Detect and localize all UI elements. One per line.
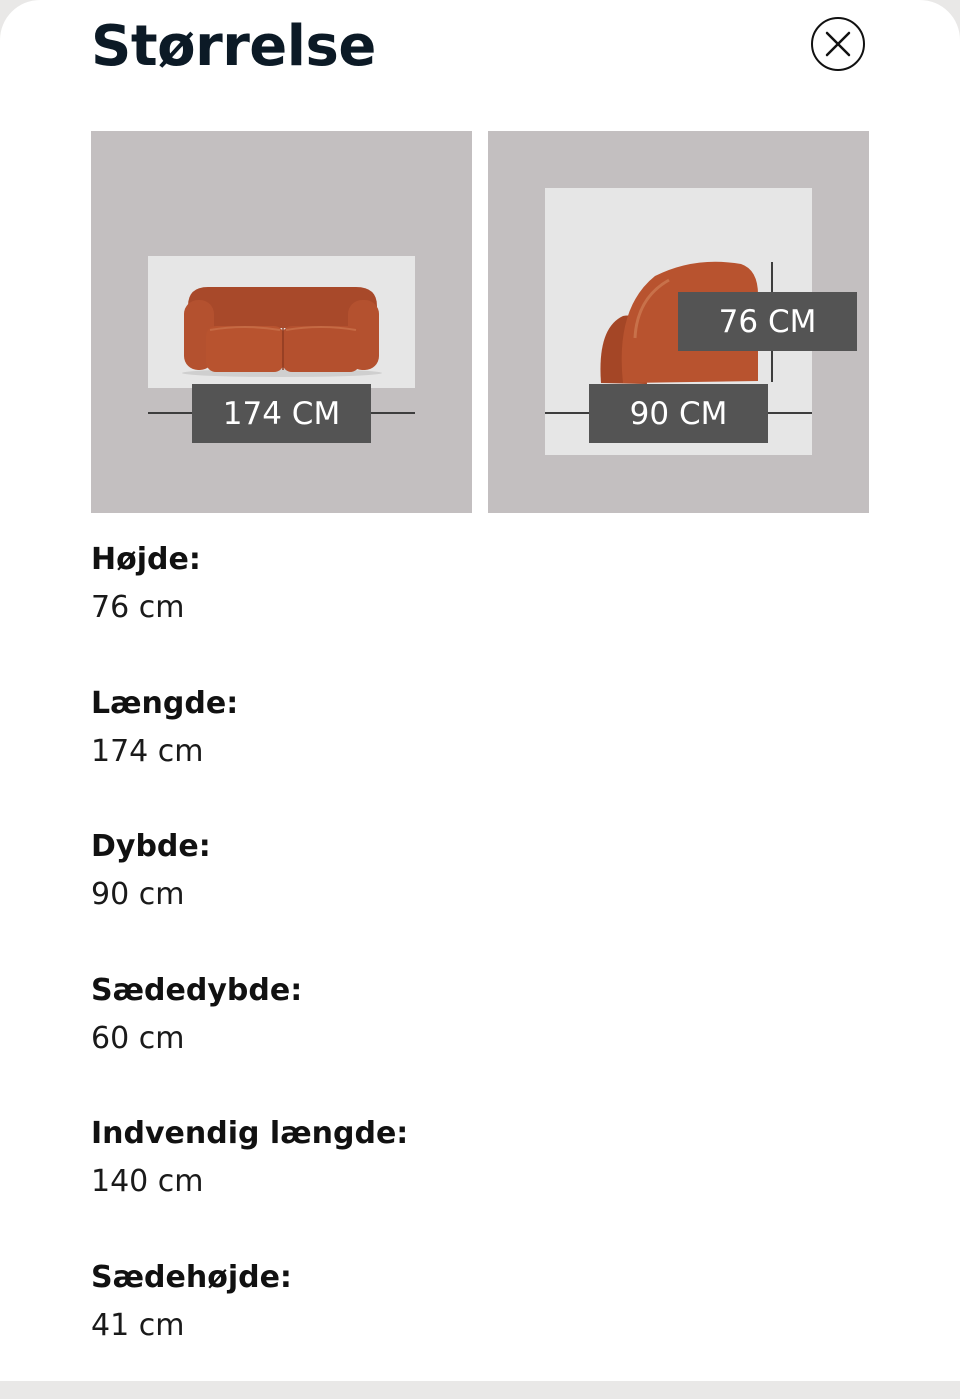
depth-dimension-line-right (767, 412, 812, 414)
spec-list (91, 538, 408, 1399)
spec-label: Længde: (91, 682, 408, 726)
spec-item-height (91, 538, 408, 682)
sofa-front-photo (148, 256, 415, 388)
spec-label: Sædedybde: (91, 969, 408, 1013)
spec-item-inner-length (91, 1112, 408, 1256)
depth-label: 90 CM (589, 384, 768, 443)
spec-item-length (91, 682, 408, 826)
height-label: 76 CM (678, 292, 857, 351)
sofa-front-view-icon (148, 256, 415, 388)
width-label: 174 CM (192, 384, 371, 443)
spec-value: 140 cm (91, 1160, 408, 1204)
width-dimension-line-left (148, 412, 194, 414)
width-dimension-line-right (370, 412, 415, 414)
spec-item-depth (91, 825, 408, 969)
close-button[interactable] (811, 17, 865, 71)
side-view-image (488, 131, 869, 513)
spec-value: 60 cm (91, 1017, 408, 1061)
spec-label: Højde: (91, 538, 408, 582)
spec-value: 90 cm (91, 873, 408, 917)
depth-dimension-line-left (545, 412, 590, 414)
spec-item-seat-depth (91, 969, 408, 1113)
spec-label: Dybde: (91, 825, 408, 869)
spec-label: Sædehøjde: (91, 1256, 408, 1300)
spec-value: 174 cm (91, 730, 408, 774)
front-view-image (91, 131, 472, 513)
spec-value: 41 cm (91, 1304, 408, 1348)
spec-item-seat-height (91, 1256, 408, 1399)
close-x-icon (823, 29, 853, 59)
modal-title: Størrelse (91, 14, 376, 79)
spec-value: 76 cm (91, 586, 408, 630)
spec-label: Indvendig længde: (91, 1112, 408, 1156)
